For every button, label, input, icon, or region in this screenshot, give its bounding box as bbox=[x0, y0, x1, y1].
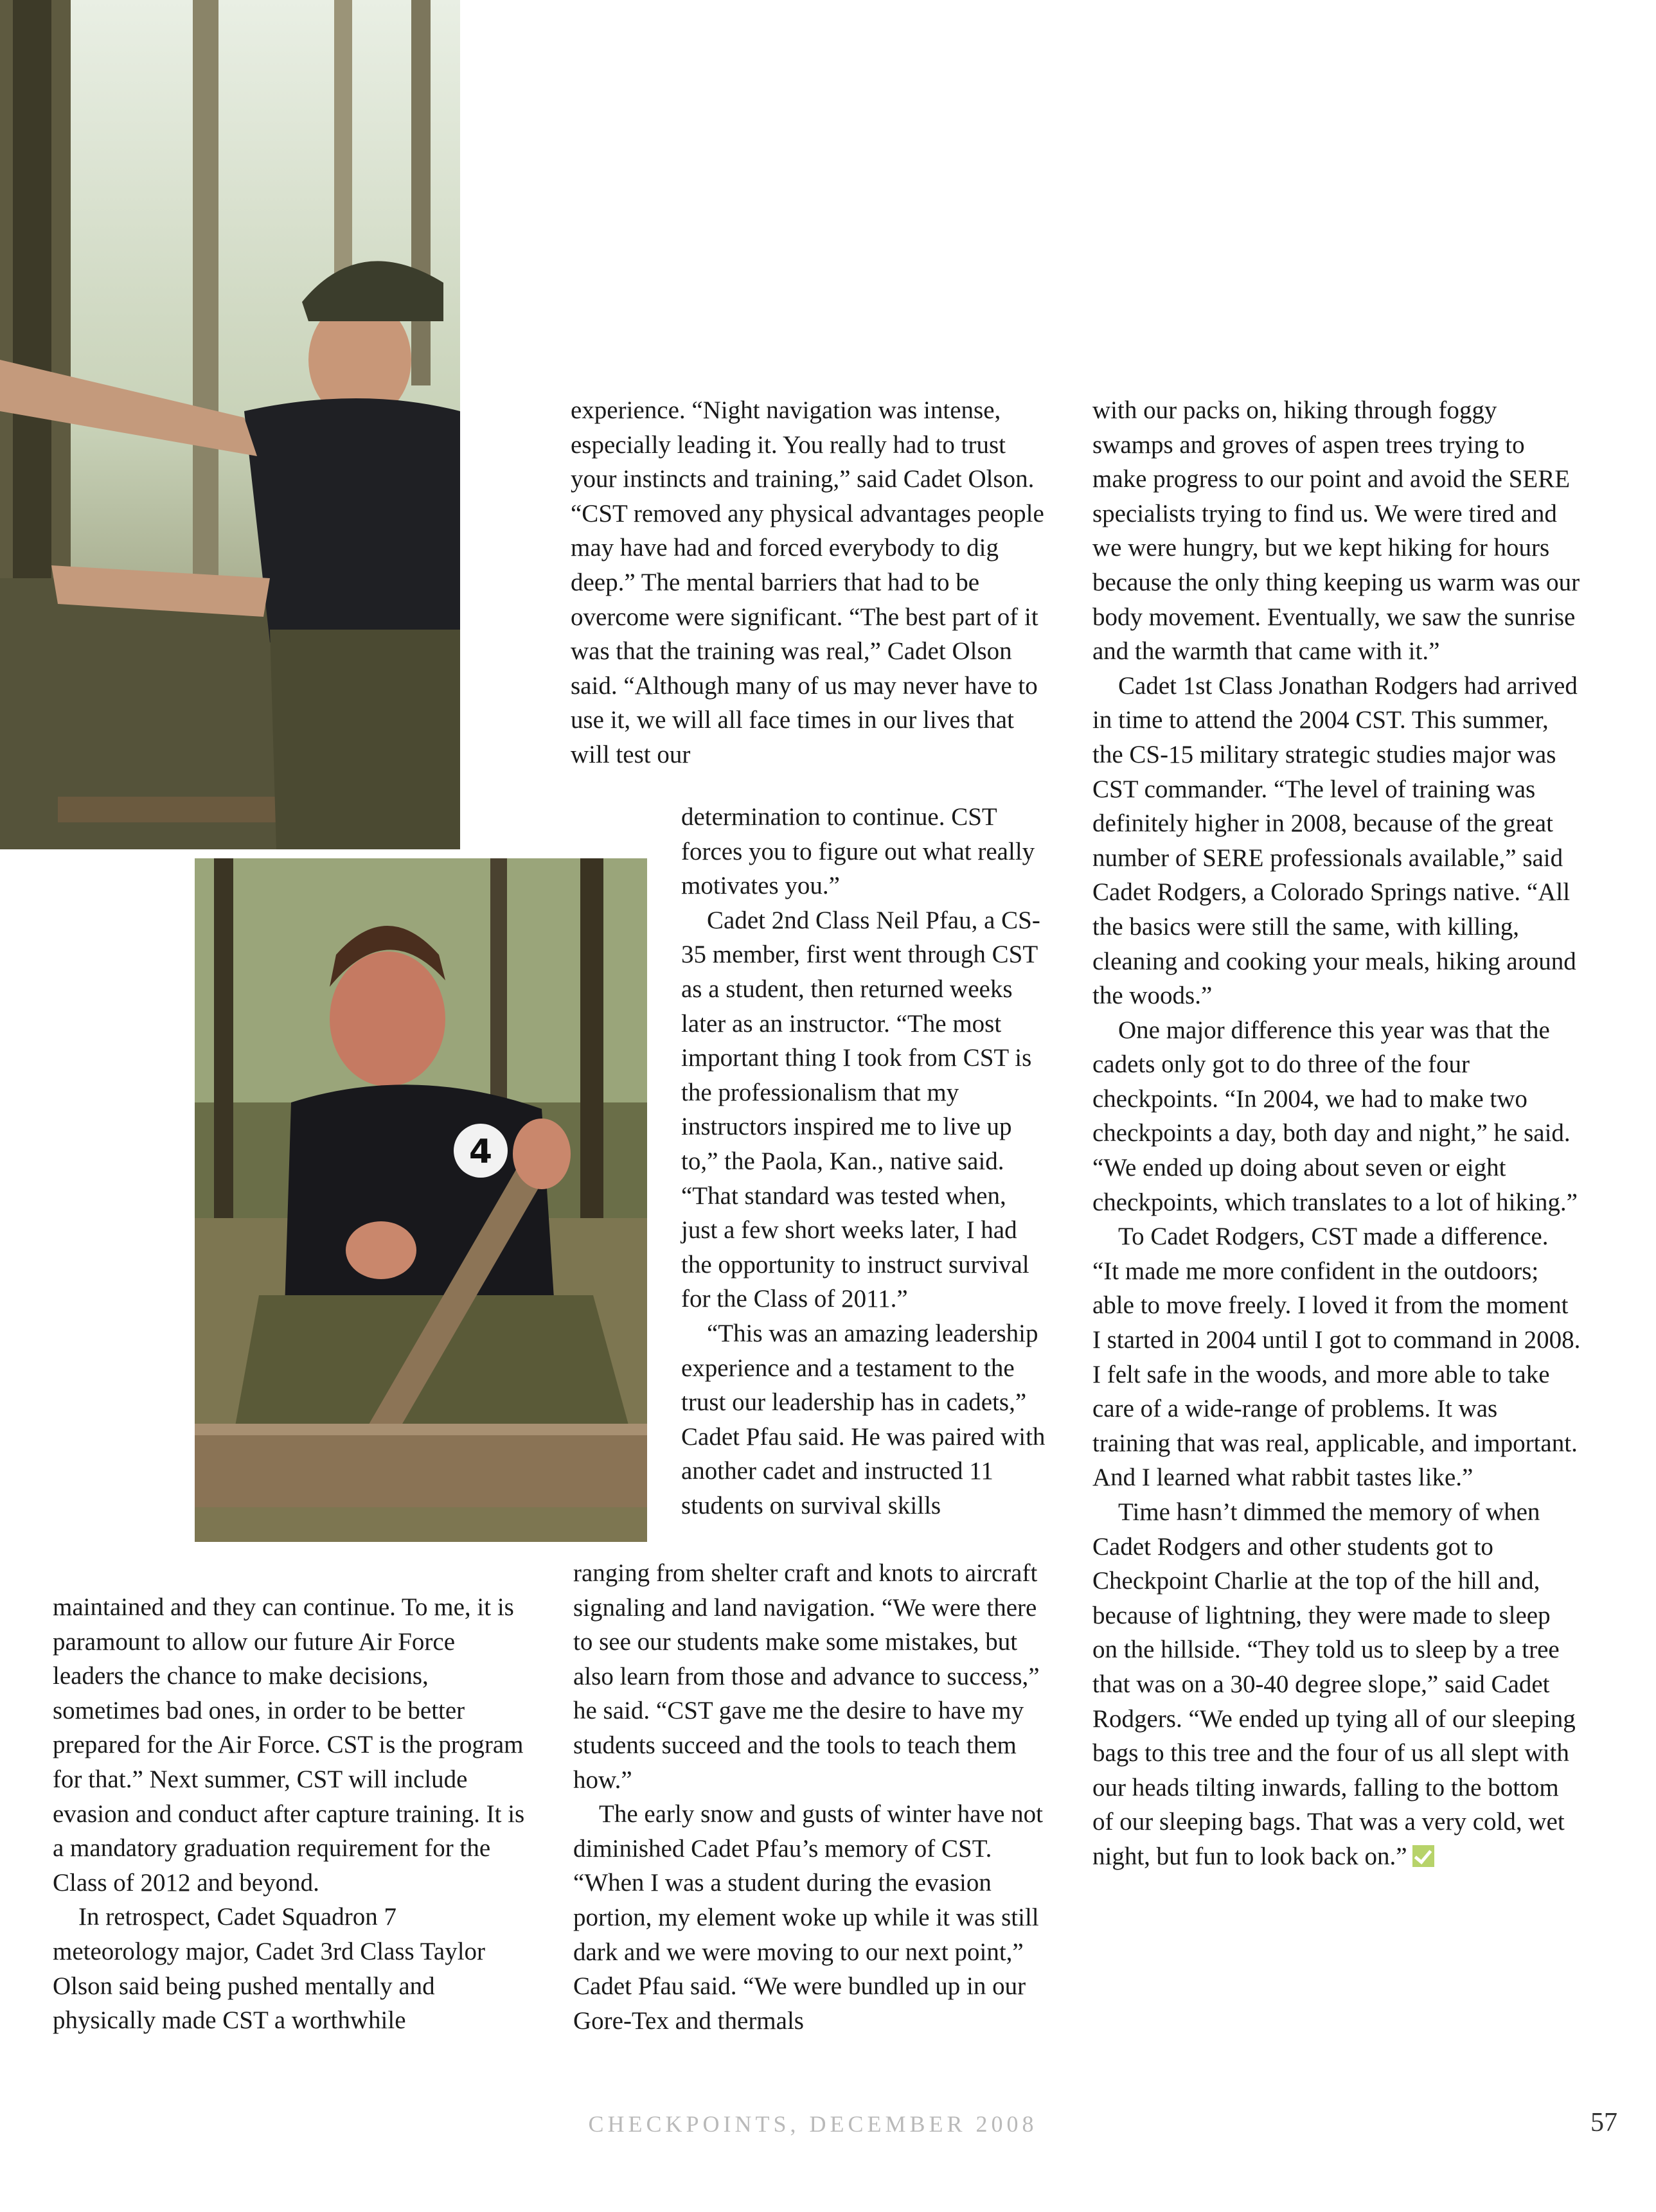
paragraph: with our packs on, hiking through foggy swamps and groves of aspen trees trying to make progress to our point and avoid the SERE specialists trying to find us. We were tired and we were hungry, but we kept hiking for hours because the only thing keeping us warm was our body movement. Eventually, we saw the sunrise and the warmth that came with it.” bbox=[1092, 396, 1580, 666]
paragraph-text: Time hasn’t dimmed the memory of when Cadet Rodgers and other students got to Checkpoint Charlie at the top of the hill and, because of lightning, they were made to sleep on the hillside. “They told us to sleep by a tree that was on a 30-40 degree slope,” said Cadet Rodgers. “We ended up tying all of our sleeping bags to this tree and the four of us all slept with our heads tilting inwards, falling to the bottom of our sleeping bags. That was a very cold, wet night, but fun to look back on.” bbox=[1092, 1498, 1576, 1870]
column-2-top bbox=[571, 393, 1046, 772]
paragraph: The early snow and gusts of winter have not diminished Cadet Pfau’s memory of CST. “When I was a student during the evasion portion, my element woke up while it was still dark and we were moving to our next point,” Cadet Pfau said. “We were bundled up in our Gore-Tex and thermals bbox=[573, 1800, 1043, 2035]
paragraph: To Cadet Rodgers, CST made a difference. “It made me more confident in the outdoors; able to move freely. I loved it from the moment I started in 2004 until I got to command in 2008. I felt safe in the woods, and more able to take care of a wide-range of problems. It was training that was real, applicable, and important. And I learned what rabbit tastes like.” bbox=[1092, 1223, 1581, 1492]
paragraph: Cadet 2nd Class Neil Pfau, a CS-35 member, first went through CST as a student, then returned weeks later as an instructor. “The most important thing I took from CST is the professionalism that my instructors inspired me to live up to,” the Paola, Kan., native said. “That standard was tested when, just a few short weeks later, I had the opportunity to instruct survival for the Class of 2011.” bbox=[681, 906, 1040, 1313]
page-number: 57 bbox=[1590, 2108, 1617, 2137]
column-2-wrap bbox=[681, 800, 1047, 1523]
paragraph: determination to continue. CST forces you to figure out what really motivates you.” bbox=[681, 803, 1035, 900]
paragraph: One major difference this year was that the cadets only got to do three of the four checkpoints. “In 2004, we had to make two checkpoints a day, both day and night,” he said. “We ended up doing about seven or eight checkpoints, which translates to a lot of hiking.” bbox=[1092, 1016, 1578, 1216]
paragraph: In retrospect, Cadet Squadron 7 meteorology major, Cadet 3rd Class Taylor Olson said being pushed mentally and physically made CST a worthwhile bbox=[53, 1903, 486, 2035]
paragraph: Cadet 1st Class Jonathan Rodgers had arrived in time to attend the 2004 CST. This summer, the CS-15 military strategic studies major was CST commander. “The level of training was definitely higher in 2008, because of the great number of SERE professionals available,” said Cadet Rodgers, a Colorado Springs native. “All the basics were still the same, with killing, cleaning and cooking your meals, hiking around the woods.” bbox=[1092, 671, 1578, 1010]
paragraph: experience. “Night navigation was intense, especially leading it. You really had to trust your instincts and training,” said Cadet Olson. “CST removed any physical advantages people may have had and forced everybody to dig deep.” The mental barriers that had to be overcome were significant. “The best part of it was that the training was real,” Cadet Olson said. “Although many of us may never have to use it, we will all face times in our lives that will test our bbox=[571, 396, 1044, 768]
end-of-article-check-icon bbox=[1412, 1845, 1434, 1867]
paragraph: ranging from shelter craft and knots to aircraft signaling and land navigation. “We were there to see our students make some mistakes, but also learn from those and advance to success,” he said. “CST gave me the desire to have my students succeed and the tools to teach them how.” bbox=[573, 1559, 1040, 1794]
column-3 bbox=[1092, 393, 1581, 1874]
shirt-number: 4 bbox=[468, 1133, 493, 1171]
paragraph-final bbox=[1092, 1495, 1581, 1874]
column-1 bbox=[53, 1590, 528, 2038]
photo-cadet-at-tree bbox=[0, 0, 460, 849]
footer-publication: CHECKPOINTS, DECEMBER 2008 bbox=[588, 2111, 1038, 2137]
paragraph: “This was an amazing leadership experience and a testament to the trust our leadership has in cadets,” Cadet Pfau said. He was paired with another cadet and instructed 11 students on survival skills bbox=[681, 1319, 1046, 1519]
paragraph: maintained and they can continue. To me, it is paramount to allow our future Air Force leaders the chance to make decisions, sometimes bad ones, in order to be better prepared for the Air Force. CST is the program for that.” Next summer, CST will include evasion and conduct after capture training. It is a mandatory graduation requirement for the Class of 2012 and beyond. bbox=[53, 1593, 525, 1897]
column-2-bottom bbox=[573, 1556, 1049, 2038]
photo-cadet-carving bbox=[195, 858, 647, 1542]
